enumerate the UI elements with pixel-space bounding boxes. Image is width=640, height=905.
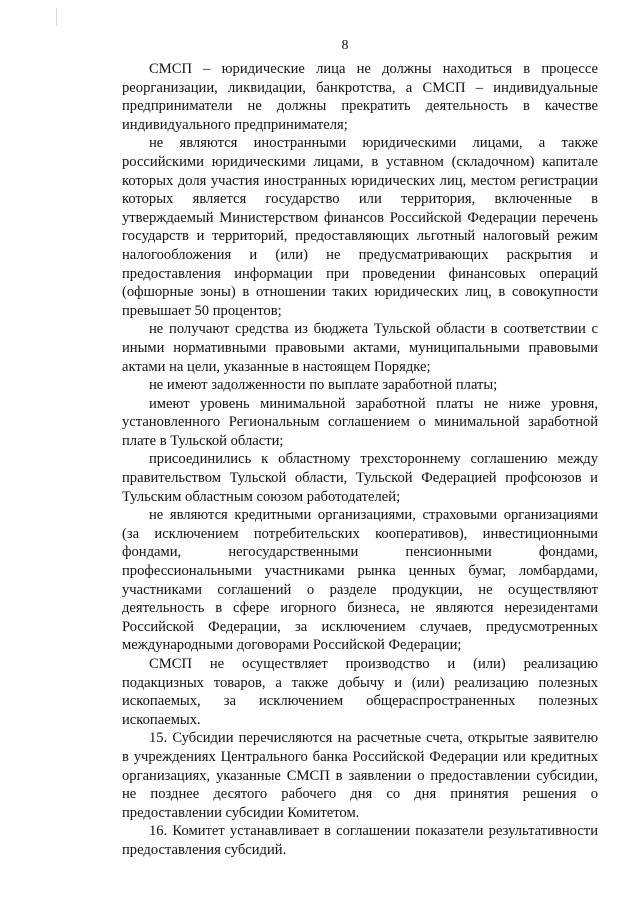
- scan-margin-mark: [56, 8, 57, 26]
- paragraph-smsp-reorganization: СМСП – юридические лица не должны находиться в процессе реорганизации, ликвидации, банкротства, а СМСП – индивидуальные предприниматели не должны прекратить деятельность в качестве индивидуального предпринимателя;: [122, 61, 598, 133]
- paragraph-no-excise-goods: СМСП не осуществляет производство и (или) реализацию подакцизных товаров, а также добычу и (или) реализацию полезных ископаемых, за исключением общераспространенных полезных ископаемых.: [122, 656, 598, 728]
- paragraph-item-16: 16. Комитет устанавливает в соглашении показатели результативности предоставления субсидий.: [122, 823, 598, 858]
- paragraph-not-credit-organizations: не являются кредитными организациями, страховыми организациями (за исключением потребительских кооперативов), инвестиционными фондами, негосударственными пенсионными фондами, профессиональными участниками рынка ценных бумаг, ломбардами, участниками соглашений о разделе продукции, не осуществляют деятельность в сфере игорного бизнеса, не являются нерезидентами Российской Федерации, за исключением случаев, предусмотренных международными договорами Российской Федерации;: [122, 507, 598, 654]
- paragraph-not-foreign-entities: не являются иностранными юридическими лицами, а также российскими юридическими лицами, в уставном (складочном) капитале которых доля участия иностранных юридических лиц, местом регистрации которых является государство или территория, включенные в утверждаемый Министерством финансов Российской Федерации перечень государств и территорий, предоставляющих льготный налоговый режим налогообложения и (или) не предусматривающих раскрытия и предоставления информации при проведении финансовых операций (офшорные зоны) в отношении таких юридических лиц, в совокупности превышает 50 процентов;: [122, 135, 598, 319]
- page-number: 8: [341, 38, 349, 53]
- paragraph-tripartite-agreement: присоединились к областному трехстороннему соглашению между правительством Тульской области, Тульской Федерацией профсоюзов и Тульским областным союзом работодателей;: [122, 451, 598, 505]
- paragraph-no-budget-funds: не получают средства из бюджета Тульской области в соответствии с иными нормативными правовыми актами, муниципальными правовыми актами на цели, указанные в настоящем Порядке;: [122, 321, 598, 375]
- paragraph-minimum-wage: имеют уровень минимальной заработной платы не ниже уровня, установленного Региональным соглашением о минимальной заработной плате в Тульской области;: [122, 395, 598, 449]
- paragraph-item-15: 15. Субсидии перечисляются на расчетные счета, открытые заявителю в учреждениях Центрального банка Российской Федерации или кредитных организациях, указанные СМСП в заявлении о предоставлении субсидии, не позднее десятого рабочего дня со дня принятия решения о предоставлении субсидии Комитетом.: [122, 730, 598, 821]
- paragraph-no-wage-debt: не имеют задолженности по выплате заработной платы;: [149, 377, 498, 394]
- document-body: [122, 60, 598, 860]
